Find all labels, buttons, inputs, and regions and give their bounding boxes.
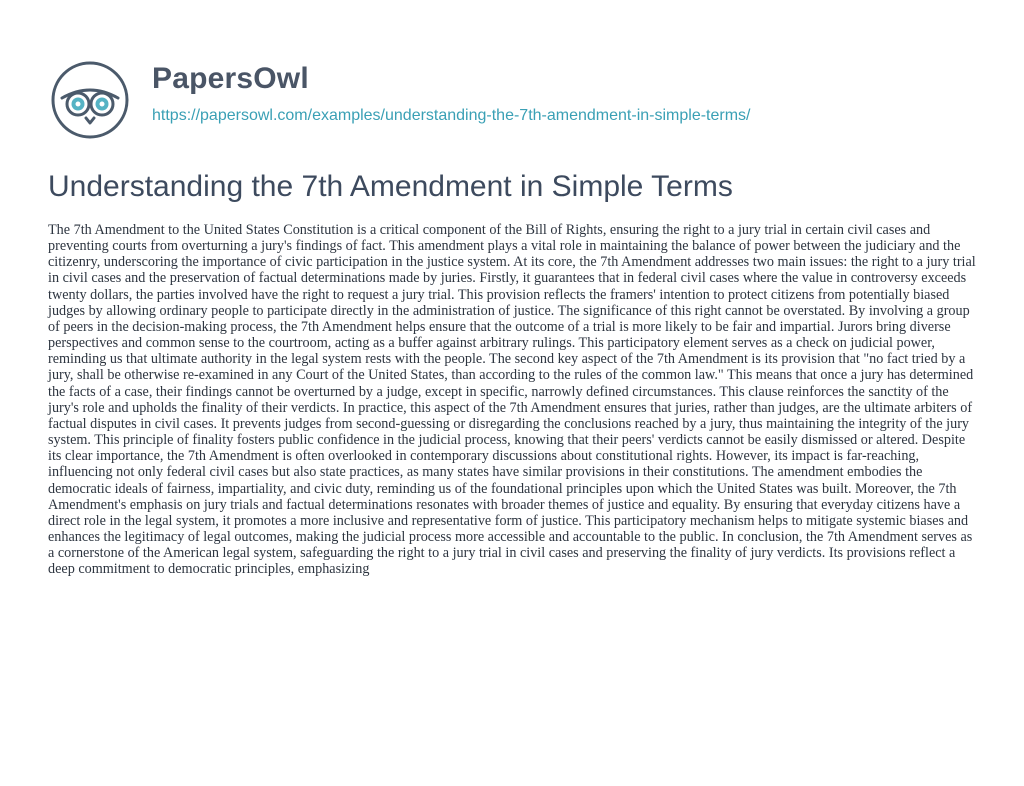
article-url-link[interactable]: https://papersowl.com/examples/understanding-the-7th-amendment-in-simple-terms/ (152, 107, 751, 124)
brand-name: PapersOwl (152, 62, 309, 95)
owl-eyes-icon (50, 60, 130, 140)
site-header (50, 60, 980, 135)
page-title: Understanding the 7th Amendment in Simple Terms (48, 170, 733, 203)
article-body: The 7th Amendment to the United States Constitution is a critical component of the Bill of Rights, ensuring the right to a jury trial in certain civil cases and preventing courts from overturning a jury's findings of fact. This amendment plays a vital role in maintaining the balance of power between the judiciary and the citizenry, underscoring the importance of civic participation in the justice system. At its core, the 7th Amendment addresses two main issues: the right to a jury trial in civil cases and the preservation of factual determinations made by juries. Firstly, it guarantees that in federal civil cases where the value in controversy exceeds twenty dollars, the parties involved have the right to request a jury trial. This provision reflects the framers' intention to protect citizens from potentially biased judges by allowing ordinary people to participate directly in the administration of justice. The significance of this right cannot be overstated. By involving a group of peers in the decision-making process, the 7th Amendment helps ensure that the outcome of a trial is more likely to be fair and impartial. Jurors bring diverse perspectives and common sense to the courtroom, acting as a buffer against arbitrary rulings. This participatory element serves as a check on judicial power, reminding us that ultimate authority in the legal system rests with the people. The second key aspect of the 7th Amendment is its provision that "no fact tried by a jury, shall be otherwise re-examined in any Court of the United States, than according to the rules of the common law." This means that once a jury has determined the facts of a case, their findings cannot be overturned by a judge, except in specific, narrowly defined circumstances. This clause reinforces the sanctity of the jury's role and upholds the finality of their verdicts. In practice, this aspect of the 7th Amendment ensures that juries, rather than judges, are the ultimate arbiters of factual disputes in civil cases. It prevents judges from second-guessing or disregarding the conclusions reached by a jury, thus maintaining the integrity of the jury system. This principle of finality fosters public confidence in the judicial process, knowing that their peers' verdicts cannot be easily dismissed or altered. Despite its clear importance, the 7th Amendment is often overlooked in contemporary discussions about constitutional rights. However, its impact is far-reaching, influencing not only federal civil cases but also state practices, as many states have similar provisions in their constitutions. The amendment embodies the democratic ideals of fairness, impartiality, and civic duty, reminding us of the foundational principles upon which the United States was built. Moreover, the 7th Amendment's emphasis on jury trials and factual determinations resonates with broader themes of justice and equality. By ensuring that everyday citizens have a direct role in the legal system, it promotes a more inclusive and representative form of justice. This participatory mechanism helps to mitigate systemic biases and enhances the legitimacy of legal outcomes, making the judicial process more accessible and accountable to the public. In conclusion, the 7th Amendment serves as a cornerstone of the American legal system, safeguarding the right to a jury trial in civil cases and preserving the finality of jury verdicts. Its provisions reflect a deep commitment to democratic principles, emphasizing (48, 222, 976, 578)
